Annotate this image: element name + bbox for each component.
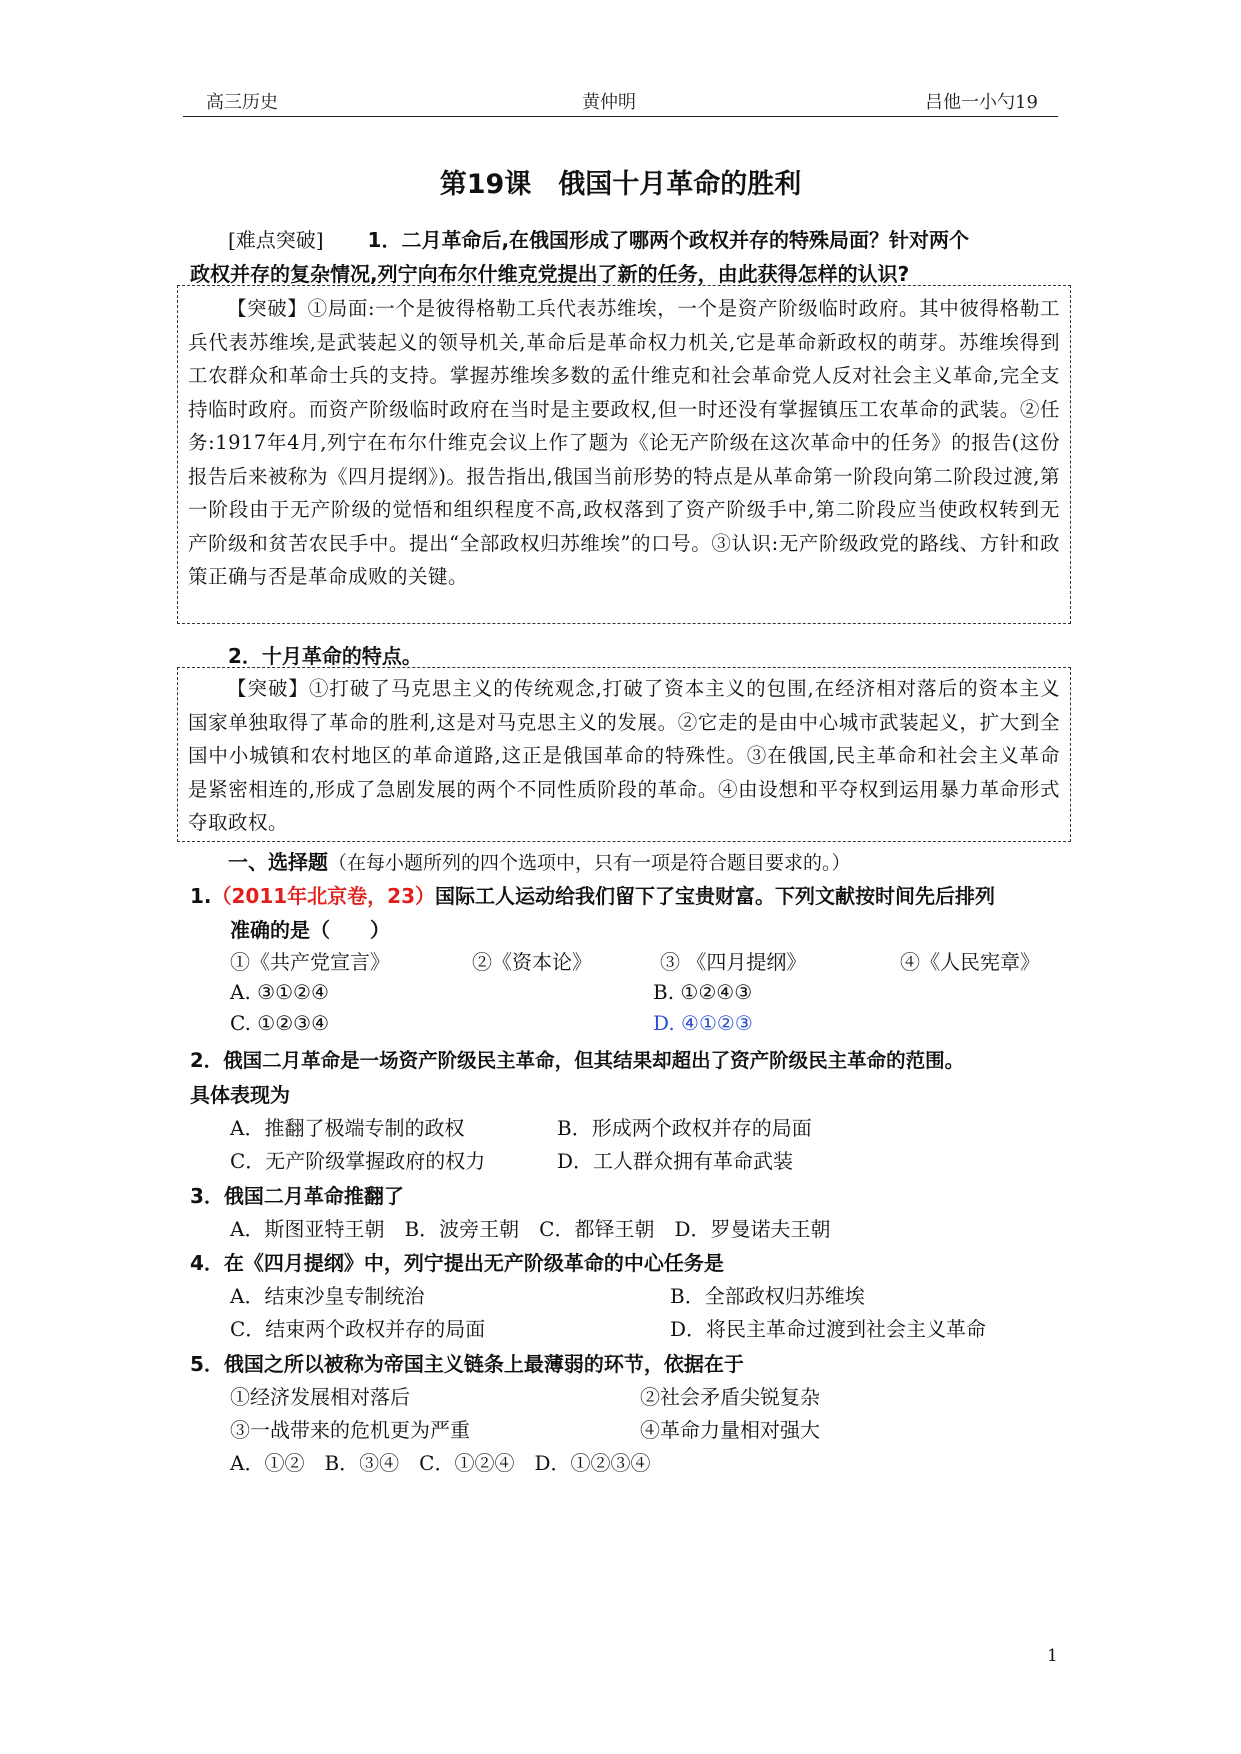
question-3-stem: 3．俄国二月革命推翻了 (190, 1184, 404, 1208)
header-code: 吕他一小勺19 (925, 92, 1038, 113)
section-heading (228, 846, 851, 875)
question-1-item-2: ②《资本论》 (472, 950, 592, 974)
answer-box-2 (177, 667, 1071, 842)
question-1-option-b[interactable]: B. ①②④③ (653, 980, 753, 1004)
question-1-source: （2011年北京卷，23） (211, 884, 436, 908)
question-5-item-1: ①经济发展相对落后 (230, 1385, 410, 1409)
section-instruction: （在每小题所列的四个选项中，只有一项是符合题目要求的。） (328, 852, 851, 874)
difficulty-q1-text: 1．二月革命后,在俄国形成了哪两个政权并存的特殊局面？针对两个 (367, 228, 970, 252)
answer-1-text: 【突破】①局面:一个是彼得格勒工兵代表苏维埃，一个是资产阶级临时政府。其中彼得格勒工兵代表苏维埃,是武装起义的领导机关,革命后是革命权力机关,它是革命新政权的萌芽。苏维埃得到工农群众和革命士兵的支持。掌握苏维埃多数的孟什维克和社会革命党人反对社会主义革命,完全支持临时政府。而资产阶级临时政府在当时是主要政权,但一时还没有掌握镇压工农革命的武装。②任务:1917年4月,列宁在布尔什维克会议上作了题为《论无产阶级在这次革命中的任务》的报告(这份报告后来被称为《四月提纲》)。报告指出,俄国当前形势的特点是从革命第一阶段向第二阶段过渡,第一阶段由于无产阶级的觉悟和组织程度不高,政权落到了资产阶级手中,第二阶段应当使政权转到无产阶级和贫苦农民手中。提出“全部政权归苏维埃”的口号。③认识:无产阶级政党的路线、方针和政策正确与否是革命成败的关键。 (188, 297, 1060, 588)
question-4-stem: 4．在《四月提纲》中，列宁提出无产阶级革命的中心任务是 (190, 1251, 724, 1275)
question-4-option-a[interactable]: A．结束沙皇专制统治 (230, 1284, 425, 1308)
question-2-option-a[interactable]: A．推翻了极端专制的政权 (230, 1116, 465, 1140)
question-2-stem-line2: 具体表现为 (190, 1083, 290, 1107)
question-1-option-a[interactable]: A. ③①②④ (230, 980, 329, 1004)
question-3-options[interactable]: A．斯图亚特王朝 B．波旁王朝 C．都铎王朝 D．罗曼诺夫王朝 (230, 1217, 831, 1241)
question-1-option-d[interactable]: D. ④①②③ (653, 1011, 753, 1035)
header-rule (183, 116, 1058, 117)
question-1-item-1: ①《共产党宣言》 (230, 950, 390, 974)
question-5-item-4: ④革命力量相对强大 (640, 1418, 820, 1442)
question-2-option-b[interactable]: B．形成两个政权并存的局面 (557, 1116, 812, 1140)
header-subject: 高三历史 (206, 92, 278, 113)
question-1-stem-line1 (190, 880, 995, 909)
question-1-stem-line2: 准确的是（ ） (230, 918, 390, 942)
page-number: 1 (1047, 1646, 1058, 1666)
question-2-stem-line1: 2．俄国二月革命是一场资产阶级民主革命，但其结果却超出了资产阶级民主革命的范围。 (190, 1049, 965, 1072)
section-heading-label: 一、选择题 (228, 850, 328, 874)
question-1-item-3: ③ 《四月提纲》 (660, 950, 807, 974)
question-2-option-d[interactable]: D．工人群众拥有革命武装 (557, 1149, 794, 1173)
question-4-option-d[interactable]: D．将民主革命过渡到社会主义革命 (670, 1317, 987, 1341)
question-4-option-b[interactable]: B．全部政权归苏维埃 (670, 1284, 865, 1308)
answer-2-text: 【突破】①打破了马克思主义的传统观念,打破了资本主义的包围,在经济相对落后的资本主义国家单独取得了革命的胜利,这是对马克思主义的发展。②它走的是由中心城市武装起义，扩大到全国中小城镇和农村地区的革命道路,这正是俄国革命的特殊性。③在俄国,民主革命和社会主义革命是紧密相连的,形成了急剧发展的两个不同性质阶段的革命。④由设想和平夺权到运用暴力革命形式夺取政权。 (188, 677, 1060, 834)
header-author: 黄仲明 (582, 92, 636, 113)
question-4-option-c[interactable]: C．结束两个政权并存的局面 (230, 1317, 486, 1341)
question-1-option-c[interactable]: C. ①②③④ (230, 1011, 330, 1035)
question-1-stem1: 国际工人运动给我们留下了宝贵财富。下列文献按时间先后排列 (435, 884, 996, 908)
page-title: 第19课 俄国十月革命的胜利 (439, 169, 802, 200)
question-1-number: 1. (190, 884, 212, 908)
question-5-options[interactable]: A．①② B．③④ C．①②④ D．①②③④ (230, 1451, 651, 1475)
question-5-item-2: ②社会矛盾尖锐复杂 (640, 1385, 820, 1409)
question-5-item-3: ③一战带来的危机更为严重 (230, 1418, 470, 1442)
question-5-stem: 5．俄国之所以被称为帝国主义链条上最薄弱的环节，依据在于 (190, 1352, 744, 1376)
difficulty-q1-line1 (228, 224, 969, 253)
difficulty-tag: [难点突破] (228, 228, 324, 252)
difficulty-q1-line2: 政权并存的复杂情况,列宁向布尔什维克党提出了新的任务，由此获得怎样的认识? (190, 262, 910, 286)
answer-box-1 (177, 285, 1071, 624)
difficulty-q2: 2．十月革命的特点。 (228, 644, 422, 668)
question-2-option-c[interactable]: C．无产阶级掌握政府的权力 (230, 1149, 486, 1173)
question-1-item-4: ④《人民宪章》 (900, 950, 1040, 974)
